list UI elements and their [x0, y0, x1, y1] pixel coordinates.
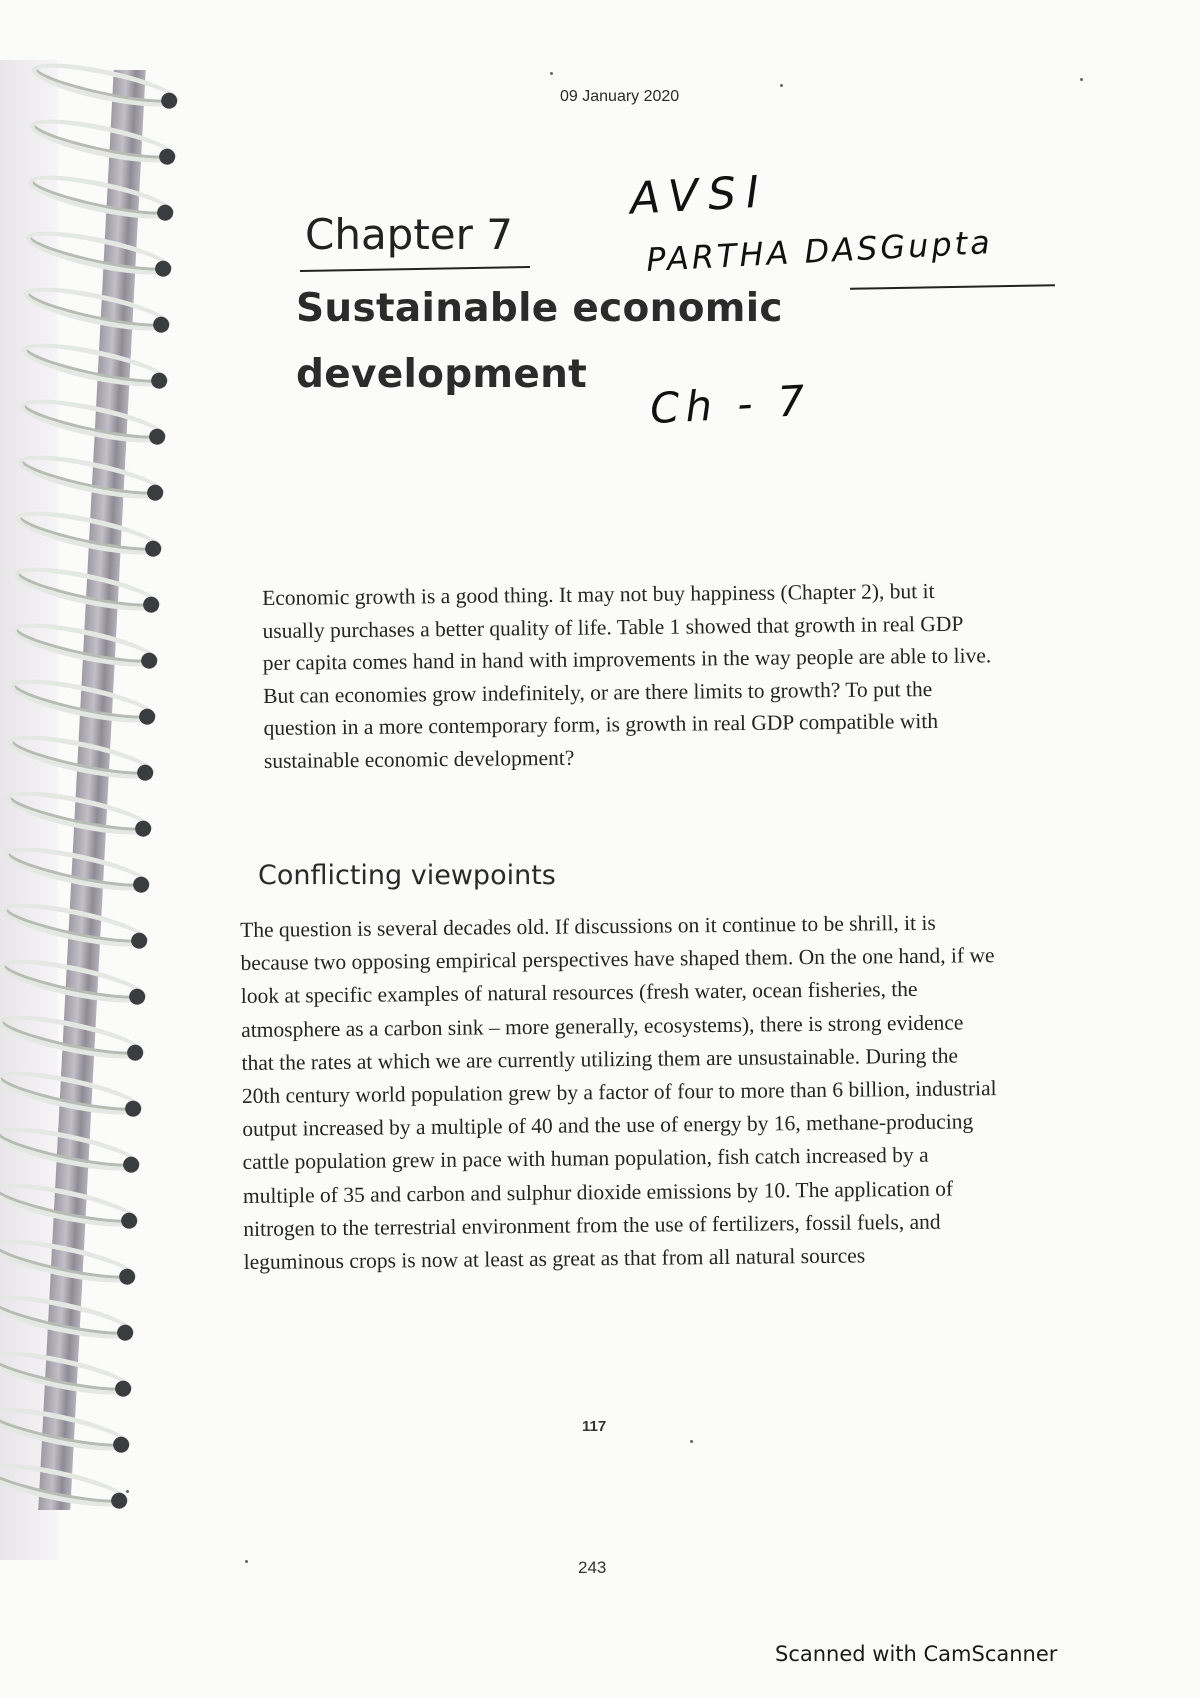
chapter-title: Sustainable economic development	[296, 286, 783, 397]
scan-speck	[690, 1440, 693, 1443]
spiral-binding	[0, 60, 170, 1560]
handwritten-chapter-note: Ch - 7	[648, 375, 812, 434]
handwritten-underline	[850, 284, 1055, 290]
scan-speck	[126, 1490, 129, 1493]
scan-speck	[780, 84, 783, 87]
scan-speck	[1080, 78, 1083, 81]
scan-page-number: 243	[578, 1558, 607, 1577]
chapter-underline	[300, 266, 530, 272]
intro-paragraph: Economic growth is a good thing. It may not buy happiness (Chapter 2), but it usually purchases a better quality of life. Table 1 showed that growth in real GDP per capita comes hand in hand with improvements in the way people are able to live. But can economies grow indefinitely, or are there limits to growth? To put the question in a more contemporary form, is growth in real GDP compatible with sustainable economic development?	[262, 578, 992, 773]
section-heading: Conflicting viewpoints	[258, 860, 556, 891]
scan-speck	[245, 1560, 248, 1563]
handwritten-author-note: PARTHA DASGupta	[645, 222, 994, 280]
section-body-paragraph: The question is several decades old. If discussions on it continue to be shrill, it is because two opposing empirical perspectives have shaped them. On the one hand, if we look at specific examples of natural resources (fresh water, ocean fisheries, the atmosphere as a carbon sink – more generally, ecosystems), there is strong evidence that the rates at which we are currently utilizing them are unsustainable. During the 20th century world population grew by a factor of four to more than 6 billion, industrial output increased by a multiple of 40 and the use of energy by 16, methane-producing cattle population grew in pace with human population, fish catch increased by a multiple of 35 and carbon and sulphur dioxide emissions by 10. The application of nitrogen to the terrestrial environment from the use of fertilizers, fossil fuels, and leguminous crops is now at least as great as that from all natural sources	[240, 910, 997, 1275]
handwritten-course-note: AVSI	[628, 166, 771, 225]
scan-speck	[550, 72, 553, 75]
page-number: 117	[582, 1418, 607, 1435]
page-date: 09 January 2020	[560, 88, 680, 105]
chapter-label: Chapter 7	[305, 210, 513, 259]
scanner-watermark: Scanned with CamScanner	[775, 1642, 1058, 1666]
